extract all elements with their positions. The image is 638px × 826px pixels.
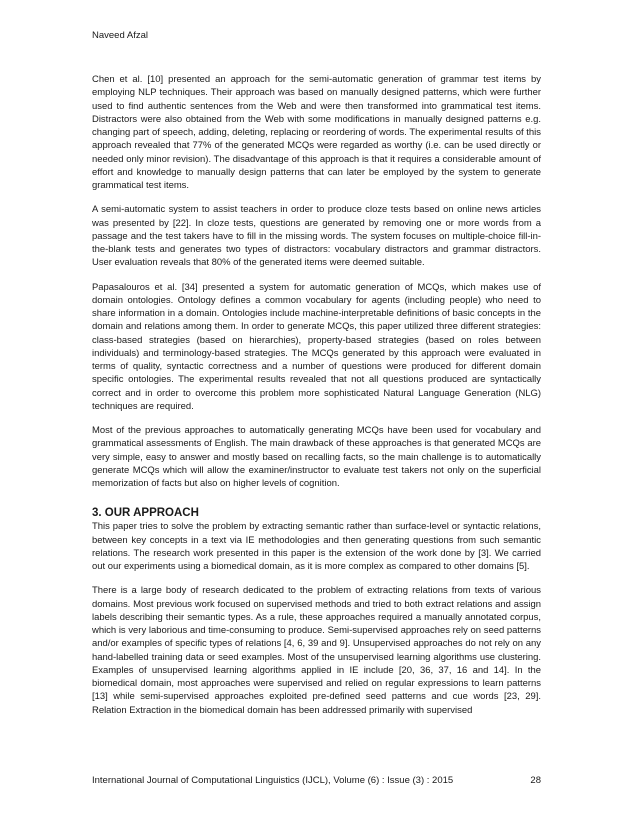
paragraph-approach-intro: This paper tries to solve the problem by extracting semantic rather than surface-level or syntactic relations, between key concepts in a text via IE methodologies and then generating questions from such semantic relations. The research work presented in this paper is the extension of the work done by [3]. We carried out our experiments using a biomedical domain, as it is more complex as compared to other domains [5]. <box>92 521 541 572</box>
page-footer <box>92 775 541 787</box>
footer-journal-citation: International Journal of Computational Linguistics (IJCL), Volume (6) : Issue (3) : 2015 <box>92 775 454 786</box>
running-header-author: Naveed Afzal <box>92 30 148 41</box>
section-heading-our-approach: 3. OUR APPROACH <box>92 507 199 520</box>
paragraph-relation-extraction: There is a large body of research dedicated to the problem of extracting relations from texts of various domains. Most previous work focused on supervised methods and tried to both extract relations and assign labels describing their semantic types. As a rule, these approaches required a manually annotated corpus, which is very laborious and time-consuming to produce. Semi-supervised approaches rely on seed patterns and/or examples of specific types of relations [4, 6, 39 and 9]. Unsupervised approaches do not rely on any hand-labelled training data or seed examples. Most of the unsupervised learning algorithms use clustering. Examples of unsupervised learning algorithms applied in IE include [20, 36, 37, 16 and 14]. In the biomedical domain, most approaches were supervised and relied on regular expressions to learn patterns [13] while semi-supervised approaches exploited pre-defined seed patterns and cue words [23, 29]. Relation Extraction in the biomedical domain has been addressed primarily with supervised <box>92 585 541 716</box>
paragraph-chen: Chen et al. [10] presented an approach for the semi-automatic generation of grammar test items by employing NLP techniques. Their approach was based on manually designed patterns, which were further used to find authentic sentences from the Web and were then transformed into grammatical test items. Distractors were also obtained from the Web with some modifications in manually designed patterns e.g. changing part of speech, adding, deleting, replacing or reordering of words. The experimental results of this approach revealed that 77% of the generated MCQs were regarded as worthy (i.e. can be used directly or needed only minor revision). The disadvantage of this approach is that it requires a considerable amount of effort and knowledge to manually design patterns that can later be employed by the system to generate grammatical test items. <box>92 74 541 191</box>
page-body <box>92 73 541 728</box>
page-number: 28 <box>530 775 541 786</box>
paragraph-papasalouros: Papasalouros et al. [34] presented a system for automatic generation of MCQs, which makes use of domain ontologies. Ontology defines a common vocabulary for agents (including people) who need to share information in a domain. Ontologies include machine-interpretable definitions of basic concepts in the domain and relations among them. In order to generate MCQs, this paper utilized three different strategies: class-based strategies (based on hierarchies), property-based strategies (based on roles between individuals) and terminology-based strategies. The MCQs generated by this approach were evaluated in terms of quality, syntactic correctness and a number of questions were produced for different domain specific ontologies. The experimental results revealed that not all questions produced are syntactically correct and in order to overcome this problem more sophisticated Natural Language Generation (NLG) techniques are required. <box>92 281 541 412</box>
paragraph-cloze-tests: A semi-automatic system to assist teachers in order to produce cloze tests based on online news articles was presented by [22]. In cloze tests, questions are generated by removing one or more words from a passage and the test takers have to fill in the missing words. The system focuses on multiple-choice fill-in-the-blank tests and generates two types of distractors: vocabulary distractors and grammar distractors. User evaluation reveals that 80% of the generated items were deemed suitable. <box>92 204 541 269</box>
paragraph-previous-approaches: Most of the previous approaches to automatically generating MCQs have been used for vocabulary and grammatical assessments of English. The main drawback of these approaches is that generated MCQs are very simple, easy to answer and mostly based on recalling facts, so the main challenge is to automatically generate MCQs which will allow the examiner/instructor to evaluate test takers not only on the superficial memorization of facts but also on higher levels of cognition. <box>92 425 541 489</box>
